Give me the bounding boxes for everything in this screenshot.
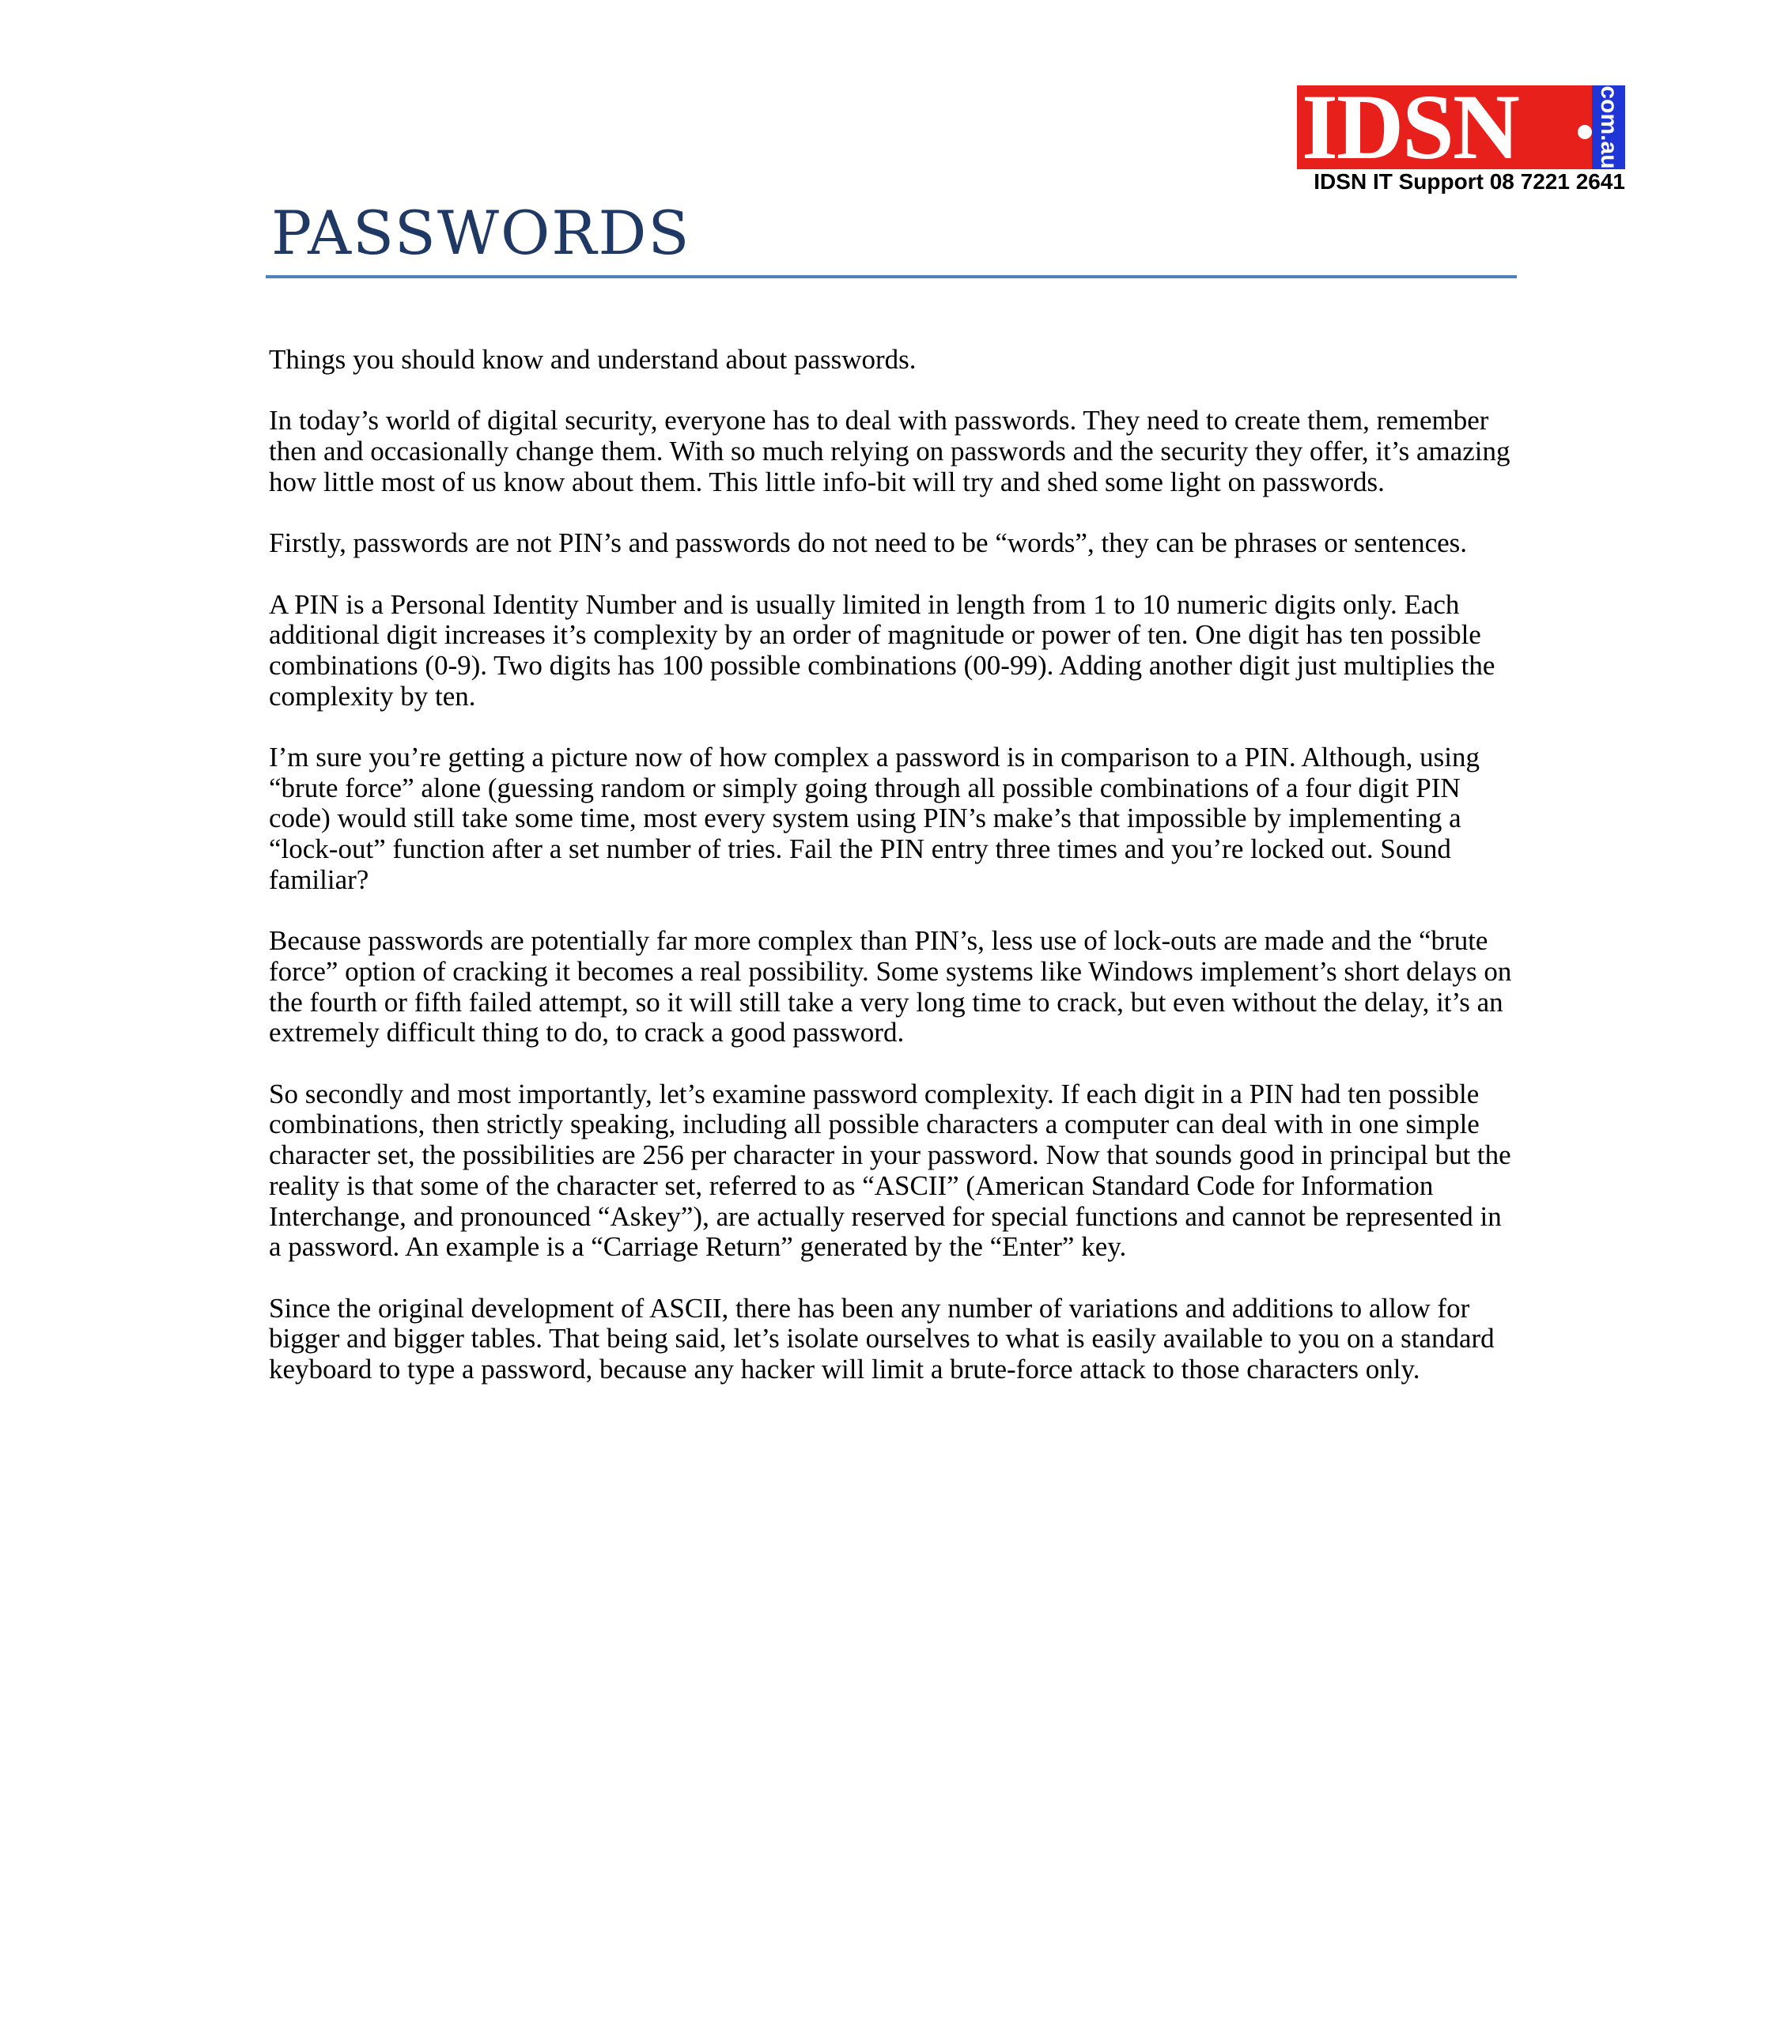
document-body xyxy=(269,345,1514,1415)
logo-domain-text: com.au xyxy=(1596,85,1622,169)
paragraph-lockouts: Because passwords are potentially far more complex than PIN’s, less use of lock-outs are made and the “brute force” option of cracking it becomes a real possibility. Some systems like Windows implement’s short delays on the fourth or fifth failed attempt, so it will still take a very long time to crack, but even without the delay, it’s an extremely difficult thing to do, to crack a good password. xyxy=(269,925,1512,1048)
title-underline xyxy=(266,275,1517,278)
idsn-logo xyxy=(1297,85,1625,169)
paragraph-not-pins: Firstly, passwords are not PIN’s and passwords do not need to be “words”, they can be phrases or sentences. xyxy=(269,527,1468,559)
paragraph-ascii-variations: Since the original development of ASCII, there has been any number of variations and additions to allow for bigger and bigger tables. That being said, let’s isolate ourselves to what is easily available to you on a standard keyboard to type a password, because any hacker will limit a brute-force attack to those characters only. xyxy=(269,1292,1495,1385)
page-title: PASSWORDS xyxy=(271,198,691,268)
support-phone-line: IDSN IT Support 08 7221 2641 xyxy=(1314,169,1625,194)
paragraph-complexity: So secondly and most importantly, let’s examine password complexity. If each digit in a PIN had ten possible combinations, then strictly speaking, including all possible characters a computer can deal with in one simple character set, the possibilities are 256 per character in your password. Now that sounds good in principal but the reality is that some of the character set, referred to as “ASCII” (American Standard Code for Information Interchange, and pronounced “Askey”), are actually reserved for special functions and cannot be represented in a password. An example is a “Carriage Return” generated by the “Enter” key. xyxy=(269,1078,1511,1263)
paragraph-intro: Things you should know and understand about passwords. xyxy=(269,344,917,375)
logo-dot xyxy=(1578,125,1592,139)
paragraph-pin-definition: A PIN is a Personal Identity Number and is usually limited in length from 1 to 10 numeric digits only. Each additional digit increases it’s complexity by an order of magnitude or power of ten. One digit has ten possible combinations (0-9). Two digits has 100 possible combinations (00-99). Adding another digit just multiplies the complexity by ten. xyxy=(269,588,1495,712)
paragraph-brute-force: I’m sure you’re getting a picture now of how complex a password is in comparison to a PIN. Although, using “brute force” alone (guessing random or simply going through all possible combinations of a four digit PIN code) would still take some time, most every system using PIN’s make’s that impossible by implementing a “lock-out” function after a set number of tries. Fail the PIN entry three times and you’re locked out. Sound familiar? xyxy=(269,742,1480,895)
logo-domain-panel xyxy=(1592,85,1625,169)
logo-brand-text: IDSN xyxy=(1297,85,1592,169)
paragraph-digital-security: In today’s world of digital security, everyone has to deal with passwords. They need to create them, remember then and occasionally change them. With so much relying on passwords and the security they offer, it’s amazing how little most of us know about them. This little info-bit will try and shed some light on passwords. xyxy=(269,405,1510,497)
